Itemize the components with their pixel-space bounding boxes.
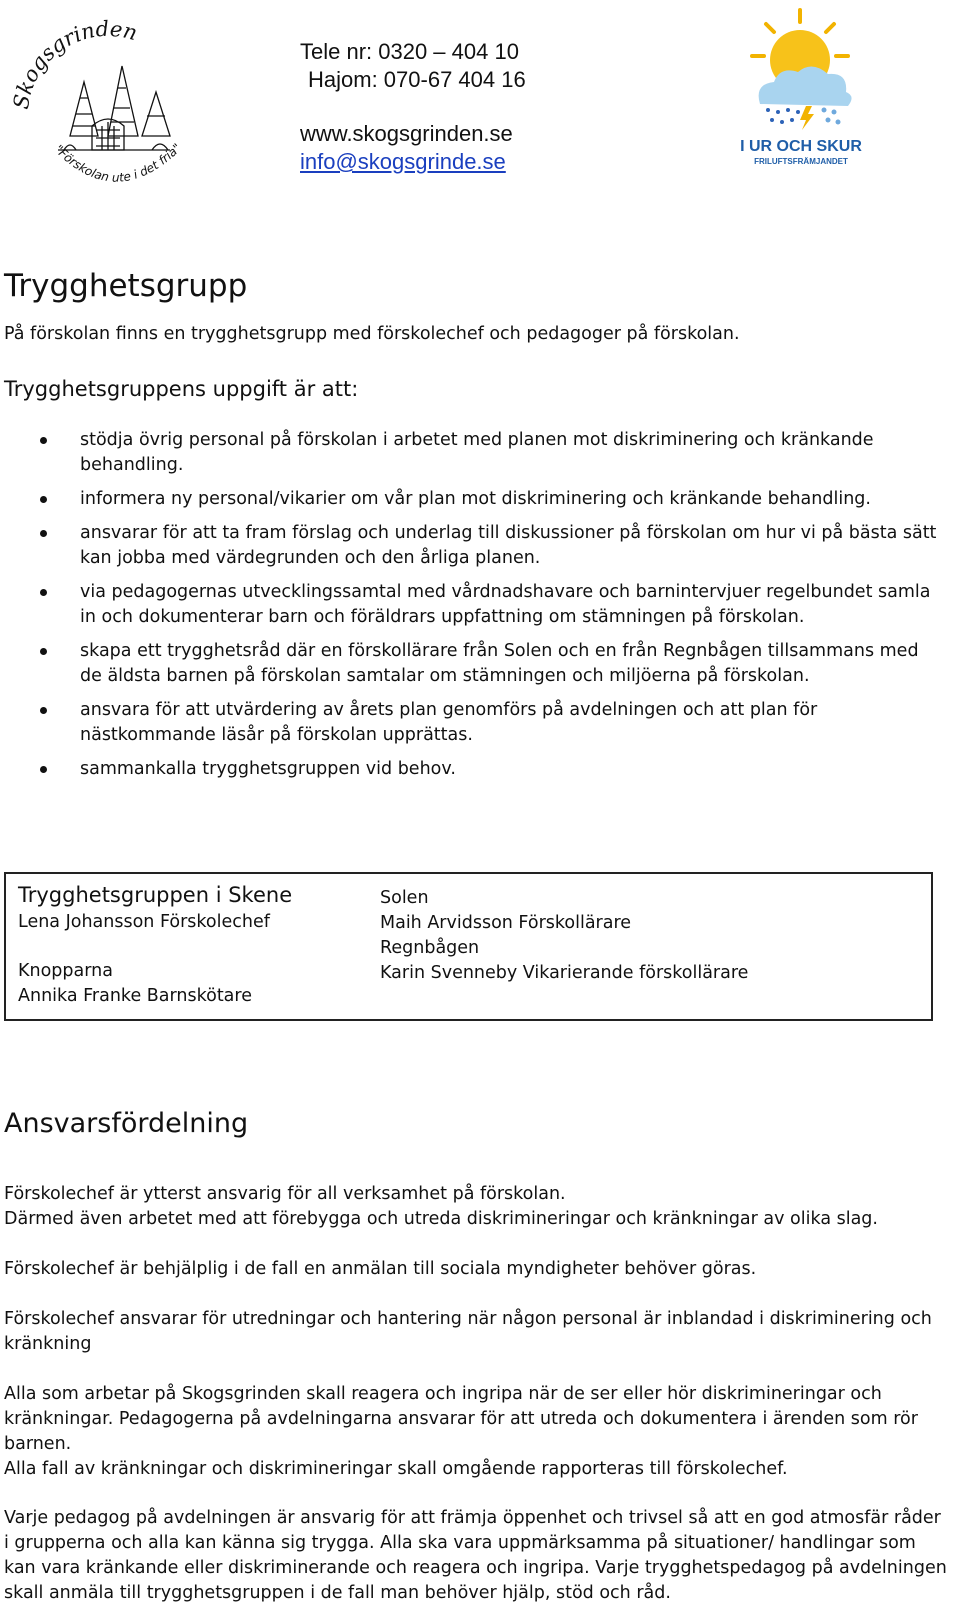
solen-label: Solen (380, 888, 429, 908)
tasks-heading: Trygghetsgruppens uppgift är att: (4, 377, 359, 401)
list-item: stödja övrig personal på förskolan i arbetet med planen mot diskriminering och kränkande behandling. (4, 428, 944, 478)
bullet-icon (40, 496, 47, 503)
list-item: informera ny personal/vikarier om vår plan mot diskriminering och kränkande behandling. (4, 487, 944, 512)
list-item: ansvara för att utvärdering av årets plan genomförs på avdelningen och att plan för nästkommande läsår på förskolan upprättas. (4, 698, 944, 748)
responsibility-heading: Ansvarsfördelning (4, 1108, 249, 1139)
intro-text: På förskolan finns en trygghetsgrupp med förskolechef och pedagoger på förskolan. (4, 324, 740, 344)
svg-text:"Förskolan ute i det fria" (52, 141, 184, 185)
hajom-line: Hajom: 070-67 404 16 (308, 67, 526, 92)
role-label: Alla som arbetar på Skogsgrinden (4, 1384, 301, 1404)
i-ur-och-skur-logo (736, 6, 866, 168)
email-link[interactable]: info@skogsgrinde.se (300, 149, 506, 174)
bullet-icon (40, 707, 47, 714)
list-item: via pedagogernas utvecklingssamtal med vårdnadshavare och barnintervjuer regelbundet samla in och dokumenterar barn och föräldrars uppfattning om stämningen på förskolan. (4, 580, 944, 630)
phone-line: Tele nr: 0320 – 404 10 (300, 39, 519, 64)
resp-paragraph-4: Alla som arbetar på Skogsgrinden skall reagera och ingripa när de ser eller hör diskrimineringar och kränkningar. Pedagogerna på avdelningarna ansvarar för att utreda och dokumentera i ärenden som rör barnen. Alla fall av kränkningar och diskrimineringar skall omgående rapporteras till förskolechef. (4, 1384, 918, 1479)
bullet-icon (40, 589, 47, 596)
list-item: ansvarar för att ta fram förslag och underlag till diskussioner på förskolan om hur vi på bästa sätt kan jobba med värdegrunden och den årliga planen. (4, 521, 944, 571)
logo-tagline: "Förskolan ute i det fria" (51, 140, 184, 185)
logo-right-line2: FRILUFTSFRÄMJANDET (754, 157, 848, 166)
bullet-icon (40, 766, 47, 773)
bullet-icon (40, 437, 47, 444)
role-label: Förskolechef (4, 1184, 114, 1204)
resp-paragraph-5: Varje pedagog på avdelningen är ansvarig för att främja öppenhet och trivsel så att en god atmosfär råder i grupperna och alla kan känna sig trygga. Alla ska vara uppmärksamma på situationer/ handlingar som kan vara kränkande eller diskriminerande och reagera och ingripa. Varje trygghetspedagog på avdelningen skall anmäla till trygghetsgruppen i de fall man behöver hjälp, stöd och råd. (4, 1508, 947, 1603)
knopparna-member: Annika Franke Barnskötare (18, 986, 252, 1006)
trygghetsgrupp-box (4, 872, 933, 1021)
chef-member: Lena Johansson Förskolechef (18, 912, 270, 932)
role-label: Varje pedagog på avdelningen (4, 1508, 272, 1528)
logo-right-line1: I UR OCH SKUR (740, 138, 862, 155)
resp-paragraph-2: Förskolechef är behjälplig i de fall en anmälan till sociala myndigheter behöver göras. (4, 1259, 757, 1279)
list-item: skapa ett trygghetsråd där en förskollärare från Solen och en från Regnbågen tillsammans med de äldsta barnen på förskolan samtalar om stämningen och miljöerna på förskolan. (4, 639, 944, 689)
logo-name: Skogsgrinden (10, 18, 140, 111)
skogsgrinden-logo (10, 18, 200, 198)
page-title: Trygghetsgrupp (4, 268, 248, 304)
group-title: Trygghetsgruppen i Skene (18, 883, 293, 907)
bullet-icon (40, 648, 47, 655)
solen-member: Maih Arvidsson Förskollärare (380, 913, 632, 933)
svg-text:Skogsgrinden (10, 18, 140, 111)
resp-paragraph-3: Förskolechef ansvarar för utredningar och hantering när någon personal är inblandad i diskriminering och kränkning (4, 1309, 932, 1354)
role-label: Förskolechef (4, 1259, 114, 1279)
bullet-icon (40, 530, 47, 537)
knopparna-label: Knopparna (18, 961, 113, 981)
regnbagen-member: Karin Svenneby Vikarierande förskollärare (380, 963, 749, 983)
regnbagen-label: Regnbågen (380, 938, 480, 958)
role-label: Förskolechef (4, 1309, 114, 1329)
tasks-list (4, 428, 944, 791)
list-item: sammankalla trygghetsgruppen vid behov. (4, 757, 944, 782)
resp-paragraph-1: Förskolechef är ytterst ansvarig för all verksamhet på förskolan. Därmed även arbetet med att förebygga och utreda diskrimineringar och kränkningar av olika slag. (4, 1184, 878, 1229)
website-line: www.skogsgrinden.se (300, 121, 513, 146)
contact-block (300, 38, 526, 176)
